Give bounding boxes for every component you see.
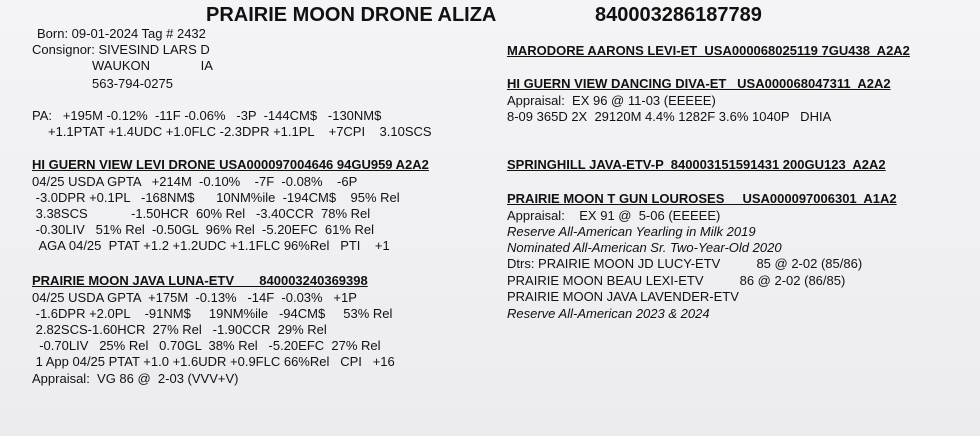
daughter-line: PRAIRIE MOON JAVA LAVENDER-ETV: [507, 289, 739, 304]
dam-line: 04/25 USDA GPTA +175M -0.13% -14F -0.03% +1P: [32, 290, 357, 305]
dam-of-sire-record: 8-09 365D 2X 29120M 4.4% 1282F 3.6% 1040P DHIA: [507, 109, 832, 124]
award-line: Reserve All-American Yearling in Milk 2019: [507, 224, 756, 239]
daughter-line: PRAIRIE MOON BEAU LEXI-ETV 86 @ 2-02 (86/85): [507, 273, 846, 288]
sire-title: HI GUERN VIEW LEVI DRONE USA000097004646 94GU959 A2A2: [32, 157, 429, 172]
consignor-line: Consignor: SIVESIND LARS D: [32, 42, 210, 57]
dam-appraisal: Appraisal: VG 86 @ 2-03 (VVV+V): [32, 371, 239, 386]
born-line: Born: 09-01-2024 Tag # 2432: [37, 26, 206, 41]
dam-of-sire-appraisal: Appraisal: EX 96 @ 11-03 (EEEEE): [507, 93, 716, 108]
sire-line: 04/25 USDA GPTA +214M -0.10% -7F -0.08% -6P: [32, 174, 358, 189]
sire-line: 3.38SCS -1.50HCR 60% Rel -3.40CCR 78% Rel: [32, 206, 371, 221]
daughter-line: Dtrs: PRAIRIE MOON JD LUCY-ETV 85 @ 2-02 (85/86): [507, 256, 863, 271]
pa-line-1: PA: +195M -0.12% -11F -0.06% -3P -144CM$ -130NM$: [32, 108, 382, 123]
dam-title: PRAIRIE MOON JAVA LUNA-ETV 840003240369398: [32, 273, 368, 288]
sire-line: AGA 04/25 PTAT +1.2 +1.2UDC +1.1FLC 96%Rel PTI +1: [32, 238, 390, 253]
award-line: Nominated All-American Sr. Two-Year-Old 2020: [507, 240, 782, 255]
dam-line: 2.82SCS-1.60HCR 27% Rel -1.90CCR 29% Rel: [32, 322, 327, 337]
sire-of-sire-title: MARODORE AARONS LEVI-ET USA000068025119 7GU438 A2A2: [507, 43, 910, 58]
dam-of-sire-title: HI GUERN VIEW DANCING DIVA-ET USA000068047311 A2A2: [507, 76, 891, 91]
registration-number: 840003286187789: [595, 4, 762, 26]
dam-line: 1 App 04/25 PTAT +1.0 +1.6UDR +0.9FLC 66%Rel CPI +16: [32, 354, 395, 369]
dam-of-dam-title: PRAIRIE MOON T GUN LOUROSES USA000097006301 A1A2: [507, 191, 897, 206]
sire-line: -0.30LIV 51% Rel -0.50GL 96% Rel -5.20EFC 61% Rel: [32, 222, 375, 237]
dam-of-dam-appraisal: Appraisal: EX 91 @ 5-06 (EEEEE): [507, 208, 721, 223]
consignor-city-state: WAUKON IA: [92, 58, 213, 73]
consignor-phone: 563-794-0275: [92, 76, 173, 91]
award-line: Reserve All-American 2023 & 2024: [507, 306, 710, 321]
sire-of-dam-title: SPRINGHILL JAVA-ETV-P 840003151591431 200GU123 A2A2: [507, 157, 886, 172]
dam-line: -1.6DPR +2.0PL -91NM$ 19NM%ile -94CM$ 53% Rel: [32, 306, 393, 321]
sire-line: -3.0DPR +0.1PL -168NM$ 10NM%ile -194CM$ 95% Rel: [32, 190, 400, 205]
dam-line: -0.70LIV 25% Rel 0.70GL 38% Rel -5.20EFC 27% Rel: [32, 338, 381, 353]
pa-line-2: +1.1PTAT +1.4UDC +1.0FLC -2.3DPR +1.1PL +7CPI 3.10SCS: [48, 124, 432, 139]
animal-name: PRAIRIE MOON DRONE ALIZA: [206, 4, 497, 26]
